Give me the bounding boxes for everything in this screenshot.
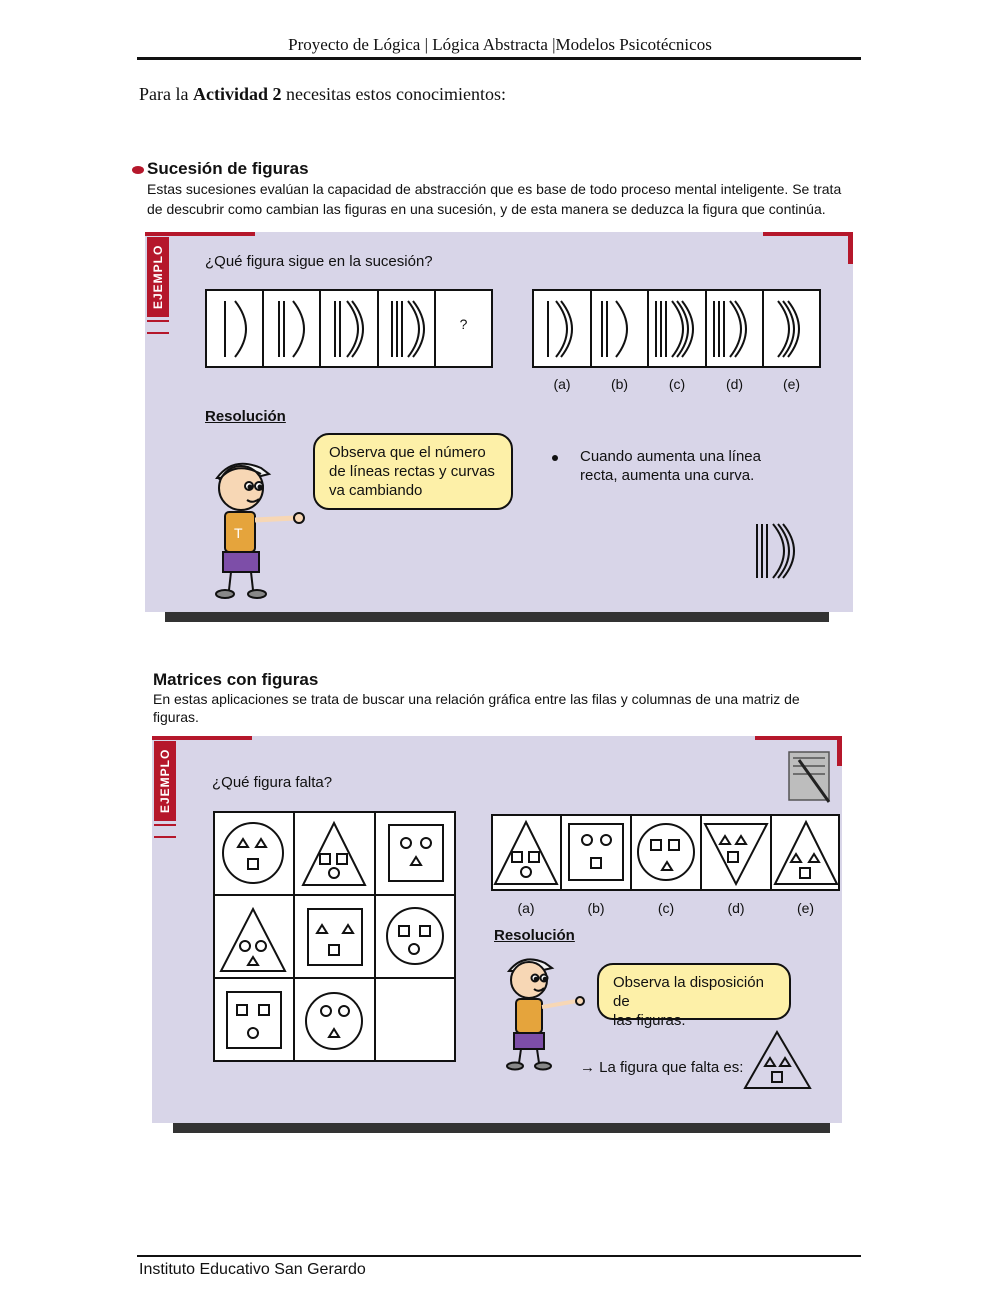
speech-bubble-1: Observa que el número de líneas rectas y curvas va cambiando [313,433,513,510]
header-rule [137,57,861,60]
panel2-corner-right-top [755,736,842,740]
example2-tab: EJEMPLO [154,741,176,821]
bullet-dot [552,455,558,461]
intro-text: Para la Actividad 2 necesitas estos conocimientos: [139,84,506,104]
matrix-figures [213,811,456,1062]
section2-heading: Matrices con figuras [153,670,319,689]
section2-description-1: En estas aplicaciones se trata de buscar una relación gráfica entre las filas y columnas de una matriz de [153,691,800,707]
option-label-c: (c) [668,376,686,392]
resolution2-heading: Resolución [494,927,575,944]
matrix-option-label-d: (d) [727,900,745,916]
cartoon-boy-small-icon [497,955,592,1075]
footer-text: Instituto Educativo San Gerardo [139,1261,366,1278]
answer-text: → La figura que falta es: [580,1059,744,1076]
example2-question: ¿Qué figura falta? [212,774,333,791]
cartoon-boy-icon [203,458,313,603]
matrix-option-label-e: (e) [796,900,815,916]
section1-heading: Sucesión de figuras [147,159,309,178]
resolution1-heading: Resolución [205,408,286,425]
section2-description-2: figuras. [153,709,199,725]
option-figures [532,289,832,369]
svg-text:T: T [234,525,243,541]
tab1-stripes [147,320,169,334]
example1-tab: EJEMPLO [147,237,169,317]
option-label-d: (d) [725,376,744,392]
sequence-question-mark: ? [459,316,468,332]
answer-figure-2 [743,1030,813,1092]
footer-rule [137,1255,861,1257]
panel2-corner-right [837,736,842,766]
section1-description-2: de descubrir como cambian las figuras en una sucesión, y de esta manera se deduzca la figura que continúa. [147,201,826,217]
answer-figure-1 [752,522,802,582]
option-label-e: (e) [782,376,801,392]
panel1-corner-right [848,232,853,264]
example1-question: ¿Qué figura sigue en la sucesión? [205,253,433,270]
bullet-icon [131,165,145,175]
notebook-pencil-icon [785,750,835,805]
matrix-option-label-a: (a) [517,900,535,916]
speech-bubble-2: Observa la disposición de las figuras. [597,963,791,1020]
matrix-option-label-b: (b) [587,900,605,916]
panel1-corner-right-top [763,232,853,236]
sequence-figures [205,289,505,369]
page-header-title: Proyecto de Lógica | Lógica Abstracta |Modelos Psicotécnicos [288,35,712,54]
matrix-option-label-c: (c) [657,900,675,916]
panel2-corner-top [152,736,252,740]
intro-bold: Actividad 2 [192,84,282,104]
section1-description-1: Estas sucesiones evalúan la capacidad de abstracción que es base de todo proceso mental inteligente. Se trata [147,181,842,197]
option-label-b: (b) [610,376,629,392]
bullet-text-1: Cuando aumenta una línea [580,448,761,465]
panel1-corner-top [145,232,255,236]
option-label-a: (a) [553,376,571,392]
bullet-text-2: recta, aumenta una curva. [580,467,755,484]
matrix-option-figures [491,814,840,891]
tab2-stripes [154,824,176,838]
